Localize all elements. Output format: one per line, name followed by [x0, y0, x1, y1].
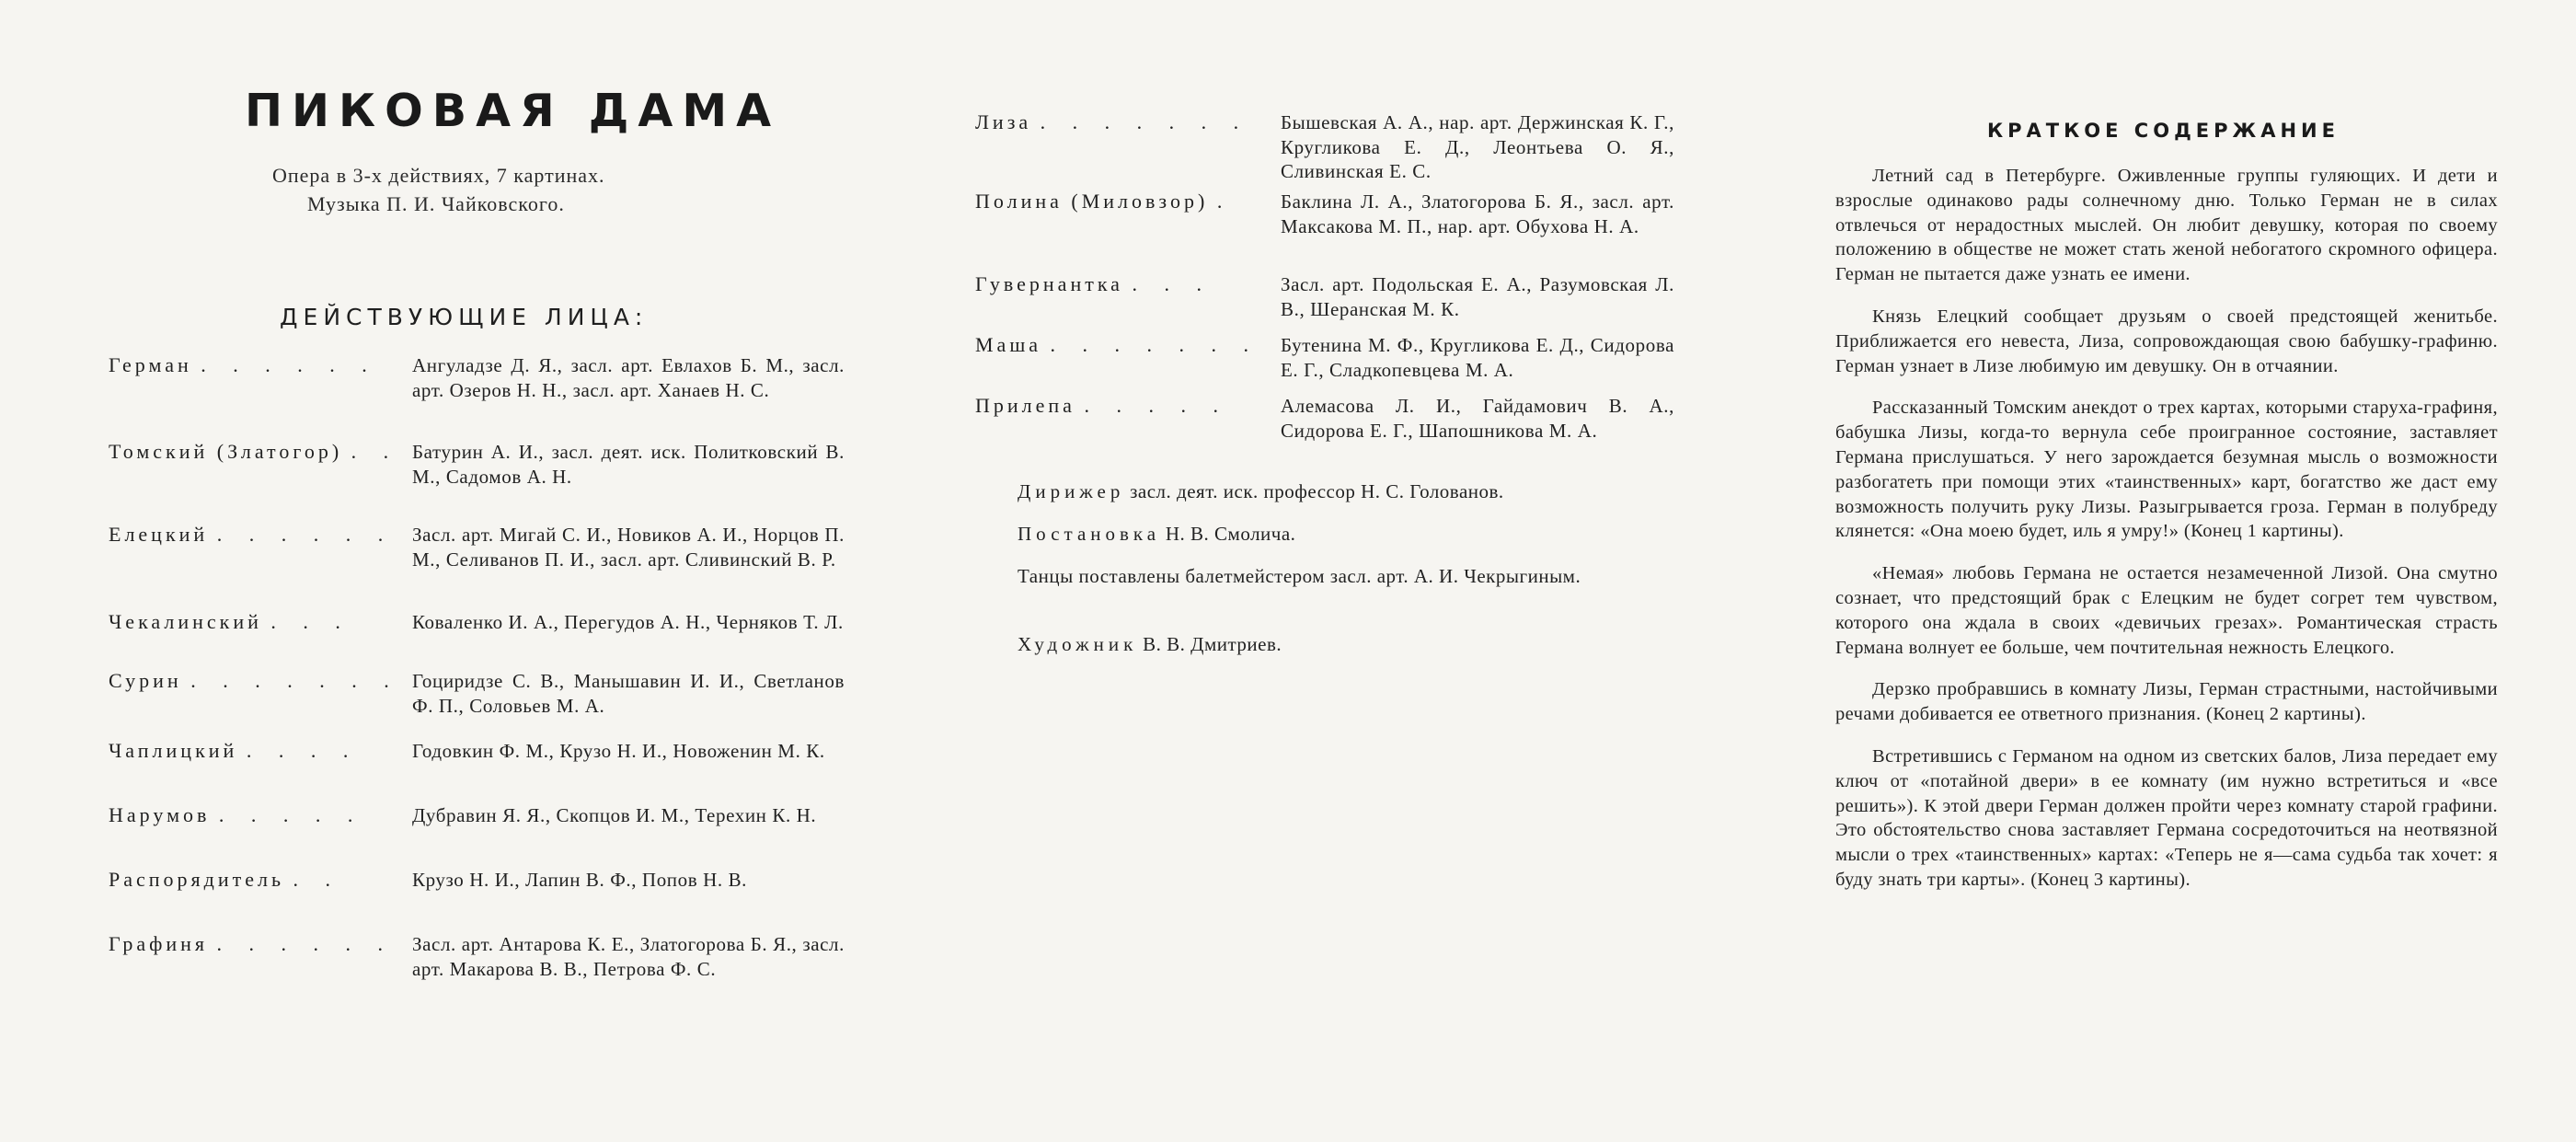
performers: Баклина Л. А., Златогорова Б. Я., засл. арт. Максакова М. П., нар. арт. Обухова Н. А. — [1281, 190, 1674, 237]
summary-heading: КРАТКОЕ СОДЕРЖАНИЕ — [1987, 120, 2340, 142]
leader-dots: . . . — [270, 610, 351, 633]
cast-row — [109, 353, 845, 440]
cast-row — [109, 803, 845, 868]
synopsis-paragraph: Дерзко пробравшись в комнату Лизы, Герман страстными, настойчивыми речами добивается ее ответного признания. (Конец 2 картины). — [1835, 679, 2498, 725]
synopsis-paragraph: Летний сад в Петербурге. Оживленные группы гуляющих. И дети и взрослые одинаково рады солнечному дню. Только Герман не в силах отвлечься от нерадостных мыслей. Он любит девушку, которая по своему положению в обществе не может стать женой небогатого скромного офицера. Герман не пытается даже узнать ее имени. — [1835, 166, 2498, 285]
role-name: Маша — [975, 333, 1042, 356]
leader-dots: . . . . . . — [216, 932, 395, 955]
artist-label: Художник — [1018, 633, 1138, 655]
opera-subtitle: Опера в 3-х действиях, 7 картинах. — [272, 164, 605, 187]
artist-name: В. В. Дмитриев. — [1143, 633, 1282, 655]
role-name: Чекалинский — [109, 610, 262, 633]
conductor-label: Дирижер — [1018, 480, 1125, 502]
cast-row — [975, 110, 1674, 190]
performers: Батурин А. И., засл. деят. иск. Политковский В. М., Садомов А. Н. — [412, 441, 845, 488]
leader-dots: . . . . . — [1084, 394, 1229, 417]
leader-dots: . . . . . . — [201, 353, 378, 376]
cast-list — [109, 353, 845, 1015]
synopsis-paragraph: «Немая» любовь Германа не остается незамеченной Лизой. Она смутно сознает, что предстоящий брак с Елецким не будет согрет тем чувством, которого она ждала в своих «девичьих грезах». Романтическая страсть Германа волнует ее больше, чем почтительная нежность Елецкого. — [1835, 563, 2498, 658]
performers: Годовкин Ф. М., Крузо Н. И., Новоженин М. К. — [412, 740, 825, 762]
role-name: Герман — [109, 353, 192, 376]
conductor-line — [1018, 479, 1662, 504]
composer-line: Музыка П. И. Чайковского. — [307, 192, 565, 215]
performers: Бутенина М. Ф., Кругликова Е. Д., Сидорова Е. Г., Сладкопевцева М. А. — [1281, 334, 1674, 381]
right-column — [1835, 0, 2498, 1142]
role-name: Лиза — [975, 110, 1032, 133]
performers: Дубравин Я. Я., Скопцов И. М., Терехин К. Н. — [412, 804, 817, 826]
left-column — [109, 0, 845, 1142]
staging-line — [1018, 521, 1662, 547]
cast-row — [109, 440, 845, 523]
leader-dots: . . . . . . . — [1040, 110, 1250, 133]
staging-label: Постановка — [1018, 523, 1161, 545]
middle-column — [975, 0, 1674, 1142]
artist-line — [1018, 631, 1662, 657]
performers: Ангуладзе Д. Я., засл. арт. Евлахов Б. М., засл. арт. Озеров Н. Н., засл. арт. Ханаев Н. С. — [412, 354, 845, 401]
role-name: Графиня — [109, 932, 209, 955]
role-name: Томский (Златогор) — [109, 440, 343, 463]
role-name: Прилепа — [975, 394, 1075, 417]
synopsis-paragraph: Князь Елецкий сообщает друзьям о своей предстоящей женитьбе. Приближается его невеста, Лиза, сопровождающая свою бабушку-графиню. Герман узнает в Лизе любимую им девушку. Он в отчаянии. — [1835, 306, 2498, 376]
cast-row — [109, 523, 845, 610]
leader-dots: . . . — [1132, 272, 1213, 295]
dances-line: Танцы поставлены балетмейстером засл. арт. А. И. Чекрыгиным. — [1018, 565, 1581, 587]
leader-dots: . . . . — [246, 739, 360, 762]
cast-row — [109, 610, 845, 669]
role-name: Полина (Миловзор) — [975, 190, 1209, 213]
leader-dots: . . — [351, 440, 400, 463]
synopsis-paragraph: Рассказанный Томским анекдот о трех картах, которыми старуха-графиня, бабушка Лизы, когда-то вернула себе проигранное состояние, заставляет Германа прислушаться. У него зарождается безумная мысль о возможности разбогатеть при помощи этих «таинственных» карт, богатство же даст ему возможность получить руку Лизы. Разыгрывается гроза. Герман в полубреду клянется: «Она моею будет, иль я умру!» (Конец 1 картины). — [1835, 398, 2498, 542]
role-name: Елецкий — [109, 523, 209, 546]
cast-row — [109, 739, 845, 803]
performers: Засл. арт. Мигай С. И., Новиков А. И., Норцов П. М., Селиванов П. И., засл. арт. Сливинский В. Р. — [412, 524, 845, 571]
performers: Засл. арт. Антарова К. Е., Златогорова Б. Я., засл. арт. Макарова В. В., Петрова Ф. С. — [412, 933, 845, 980]
cast-row — [975, 333, 1674, 394]
role-name: Гувернантка — [975, 272, 1123, 295]
synopsis — [1835, 164, 2498, 910]
performers: Крузо Н. И., Лапин В. Ф., Попов Н. В. — [412, 869, 748, 891]
role-name: Сурин — [109, 669, 182, 692]
role-name: Нарумов — [109, 803, 211, 826]
cast-row — [109, 868, 845, 932]
opera-title: ПИКОВАЯ ДАМА — [245, 85, 781, 137]
performers: Бышевская А. А., нар. арт. Держинская К. Г., Кругликова Е. Д., Леонтьева О. Я., Сливинская Е. С. — [1281, 111, 1674, 182]
performers: Гоциридзе С. В., Манышавин И. И., Светланов Ф. П., Соловьев М. А. — [412, 670, 845, 717]
role-name: Распорядитель — [109, 868, 285, 891]
leader-dots: . . . . . . — [216, 523, 395, 546]
cast-row — [975, 190, 1674, 272]
leader-dots: . . . . . . . — [1050, 333, 1260, 356]
cast-row — [975, 394, 1674, 455]
cast-row — [109, 932, 845, 1015]
cast-row — [109, 669, 845, 739]
leader-dots: . . . . . . . — [190, 669, 400, 692]
cast-heading: ДЕЙСТВУЮЩИЕ ЛИЦА: — [280, 304, 649, 330]
cast-row — [975, 272, 1674, 333]
performers: Коваленко И. А., Перегудов А. Н., Черняков Т. Л. — [412, 611, 844, 633]
performers: Засл. арт. Подольская Е. А., Разумовская Л. В., Шеранская М. К. — [1281, 273, 1674, 320]
leader-dots: . . . . . — [218, 803, 364, 826]
synopsis-paragraph: Встретившись с Германом на одном из светских балов, Лиза передает ему ключ от «потайной двери» в ее комнату (им нужно встретиться и «все решить»). К этой двери Герман должен пройти через комнату старой графини. Это обстоятельство снова заставляет Германа сосредоточиться на неотвязной мысли о трех «таинственных» картах: «Теперь не я—сама судьба так хочет: я буду знать три карты». (Конец 3 картины). — [1835, 745, 2498, 890]
leader-dots: . — [1216, 190, 1234, 213]
performers: Алемасова Л. И., Гайдамович В. А., Сидорова Е. Г., Шапошникова М. А. — [1281, 395, 1674, 442]
conductor-name: засл. деят. иск. профессор Н. С. Голованов. — [1130, 480, 1504, 502]
leader-dots: . . — [293, 868, 342, 891]
cast-list-continued — [975, 110, 1674, 455]
role-name: Чаплицкий — [109, 739, 238, 762]
staging-name: Н. В. Смолича. — [1165, 523, 1296, 545]
